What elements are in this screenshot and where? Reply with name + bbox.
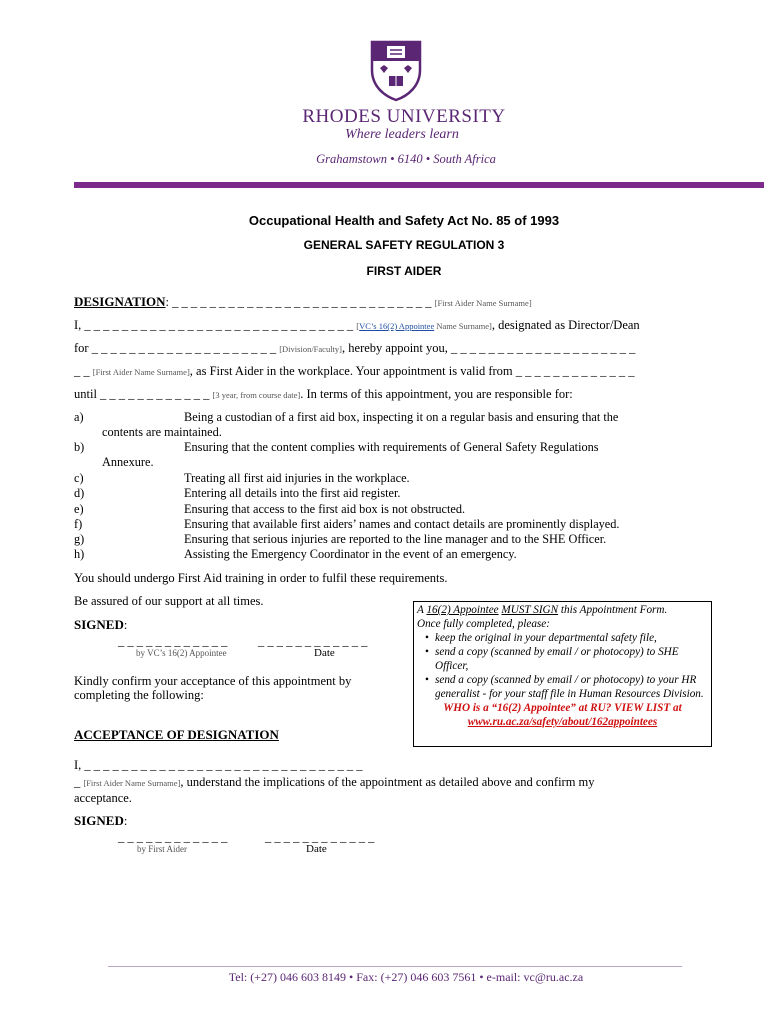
first-aider-hint: [First Aider Name Surname] — [92, 367, 190, 377]
duty-letter: e) — [74, 502, 84, 516]
footer-telephone: Tel: (+27) 046 603 8149 — [228, 970, 347, 984]
first-aider-date-label: Date — [306, 843, 327, 855]
duty-text: Treating all first aid injuries in the workplace. — [184, 471, 410, 485]
appointer-hint: [VC’s 16(2) Appointee Name Surname] — [356, 321, 492, 331]
notice-instructions: Once fully completed, please: — [417, 618, 550, 630]
designation-blank[interactable]: : _ _ _ _ _ _ _ _ _ _ _ _ _ _ _ _ _ _ _ _ _ _ _ _ _ _ _ _ — [165, 295, 432, 309]
footer-divider — [108, 966, 682, 967]
university-tagline: Where leaders learn — [345, 127, 459, 142]
footer-email[interactable]: e-mail: vc@ru.ac.za — [486, 970, 584, 984]
division-blank[interactable]: for _ _ _ _ _ _ _ _ _ _ _ _ _ _ _ _ _ _ _ _ — [74, 341, 277, 355]
document-title-act: Occupational Health and Safety Act No. 85 of 1993 — [248, 213, 560, 228]
first-aider-blank[interactable]: _ _ — [74, 364, 90, 378]
confirm-text-line-2: completing the following: — [74, 688, 204, 702]
appointee-list-prompt: WHO is a “16(2) Appointee” at RU? VIEW LIST at — [443, 702, 682, 714]
notice-bullet: • send a copy (scanned by email / or photocopy) to your HR generalist - for your staff file in Human Resources Division. — [435, 673, 708, 701]
division-line: for _ _ _ _ _ _ _ _ _ _ _ _ _ _ _ _ _ _ _ _ [Division/Faculty], hereby appoint you, _ _ _ _ _ _ _ _ _ _ _ _ _ _ _ _ _ _ _ _ — [74, 341, 636, 355]
university-address: Grahamstown • 6140 • South Africa — [316, 152, 496, 166]
duty-letter: d) — [74, 486, 85, 500]
acceptance-name-hint: [First Aider Name Surname] — [83, 778, 181, 788]
notice-bullet: • keep the original in your departmental safety file, — [435, 631, 708, 645]
first-aider-date-blank[interactable]: _ _ _ _ _ _ _ _ _ _ _ _ — [265, 830, 375, 844]
appointee-notice-box — [413, 601, 712, 747]
duty-letter: a) — [74, 410, 84, 424]
university-crest-logo — [370, 40, 422, 102]
footer-fax: Fax: (+27) 046 603 7561 — [356, 970, 477, 984]
appointee-signature-label: by VC’s 16(2) Appointee — [136, 648, 227, 658]
vc-appointee-link[interactable]: VC’s 16(2) Appointee — [359, 321, 435, 331]
appointer-blank[interactable]: I, _ _ _ _ _ _ _ _ _ _ _ _ _ _ _ _ _ _ _ _ _ _ _ _ _ _ _ _ _ — [74, 318, 354, 332]
header-divider — [74, 182, 764, 188]
document-title-regulation: GENERAL SAFETY REGULATION 3 — [303, 238, 505, 252]
appointer-line: I, _ _ _ _ _ _ _ _ _ _ _ _ _ _ _ _ _ _ _ _ _ _ _ _ _ _ _ _ _ [VC’s 16(2) Appointee Name Surname], designated as Director/Dean — [74, 318, 640, 332]
duty-item — [74, 410, 714, 440]
address-country: South Africa — [433, 152, 496, 166]
duty-letter: b) — [74, 440, 85, 454]
first-aider-line: _ _ [First Aider Name Surname], as First Aider in the workplace. Your appointment is valid from _ _ _ _ _ _ _ _ _ _ _ _ _ — [74, 364, 635, 378]
training-note: You should undergo First Aid training in order to fulfil these requirements. — [74, 571, 448, 585]
designation-heading: DESIGNATION — [74, 294, 166, 309]
address-postcode: 6140 — [397, 152, 423, 166]
notice-bullet-list — [417, 631, 708, 701]
duty-item — [74, 440, 714, 470]
support-note: Be assured of our support at all times. — [74, 594, 264, 608]
duty-text: Ensuring that serious injuries are reported to the line manager and to the SHE Officer. — [184, 532, 607, 546]
contact-footer: Tel: (+27) 046 603 8149 • Fax: (+27) 046 603 7561 • e-mail: vc@ru.ac.za — [228, 970, 584, 984]
duty-letter: g) — [74, 532, 85, 546]
acceptance-heading: ACCEPTANCE OF DESIGNATION — [74, 727, 279, 742]
address-city: Grahamstown — [316, 152, 387, 166]
acceptance-confirm-line: _ [First Aider Name Surname], understand the implications of the appointment as detailed above and confirm my — [74, 775, 595, 789]
validity-line: until _ _ _ _ _ _ _ _ _ _ _ _ [3 year, from course date]. In terms of this appointment, you are responsible for: — [74, 387, 573, 401]
designation-hint: [First Aider Name Surname] — [434, 298, 532, 308]
validity-blank[interactable]: until _ _ _ _ _ _ _ _ _ _ _ _ — [74, 387, 210, 401]
appointee-list-link[interactable]: www.ru.ac.za/safety/about/162appointees — [467, 716, 658, 728]
acceptance-name-line[interactable]: I, _ _ _ _ _ _ _ _ _ _ _ _ _ _ _ _ _ _ _ _ _ _ _ _ _ _ _ _ _ _ — [74, 758, 363, 772]
duty-letter: h) — [74, 547, 85, 561]
first-aider-signature-blank[interactable]: _ _ _ _ _ _ _ _ _ _ _ _ — [118, 830, 228, 844]
signed-label-1: SIGNED: — [74, 617, 128, 632]
duty-text: Ensuring that access to the first aid box is not obstructed. — [184, 502, 466, 516]
duty-text: Ensuring that available first aiders’ names and contact details are prominently displayed. — [184, 517, 620, 531]
duty-text: Being a custodian of a first aid box, inspecting it on a regular basis and ensuring that the — [184, 410, 619, 424]
division-hint: [Division/Faculty] — [279, 344, 343, 354]
document-title-role: FIRST AIDER — [366, 264, 442, 278]
duty-letter: f) — [74, 517, 83, 531]
duty-letter: c) — [74, 471, 84, 485]
duty-continuation: Annexure. — [102, 455, 154, 469]
duty-text: Entering all details into the first aid register. — [184, 486, 401, 500]
appointee-signature-blank[interactable]: _ _ _ _ _ _ _ _ _ _ _ _ — [118, 634, 228, 648]
appointee-date-blank[interactable]: _ _ _ _ _ _ _ _ _ _ _ _ — [258, 634, 368, 648]
university-name: RHODES UNIVERSITY — [302, 106, 506, 127]
designation-line — [74, 294, 714, 310]
acceptance-confirm-line-2: acceptance. — [74, 791, 132, 805]
first-aider-signature-label: by First Aider — [137, 844, 188, 854]
duty-text: Assisting the Emergency Coordinator in the event of an emergency. — [184, 547, 517, 561]
notice-bullet: • send a copy (scanned by email / or photocopy) to SHE Officer, — [435, 645, 708, 673]
appointee-date-label: Date — [314, 647, 335, 659]
signed-label-2: SIGNED: — [74, 813, 128, 828]
duty-text: Ensuring that the content complies with requirements of General Safety Regulations — [184, 440, 599, 454]
confirm-text-line-1: Kindly confirm your acceptance of this appointment by — [74, 674, 352, 688]
validity-hint: [3 year, from course date] — [212, 390, 301, 400]
duty-continuation: contents are maintained. — [102, 425, 222, 439]
notice-intro: A 16(2) Appointee MUST SIGN this Appointment Form. — [417, 604, 668, 616]
acceptance-name-blank[interactable]: _ — [74, 775, 81, 789]
